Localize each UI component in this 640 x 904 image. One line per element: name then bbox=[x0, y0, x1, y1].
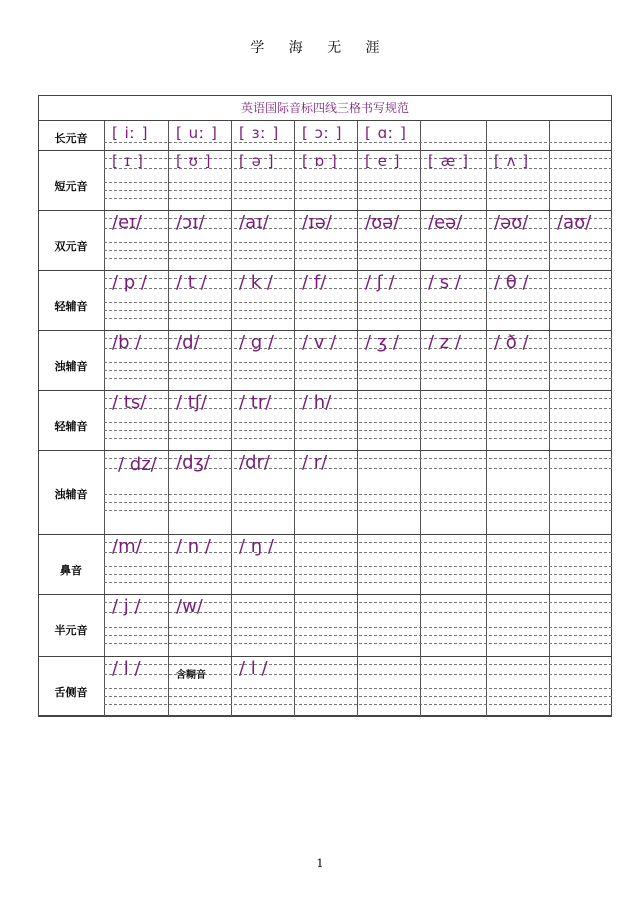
row-divider bbox=[38, 330, 612, 331]
row-divider bbox=[38, 390, 612, 391]
row-label: 双元音 bbox=[54, 240, 88, 253]
row-divider bbox=[38, 450, 612, 451]
guide-line bbox=[104, 422, 612, 423]
phonetic-symbol: / j / bbox=[112, 596, 141, 617]
phonetic-symbol: / h/ bbox=[302, 392, 332, 413]
row-divider bbox=[38, 120, 612, 121]
phonetic-symbol: / n / bbox=[176, 536, 211, 557]
phonetic-symbol: / p / bbox=[112, 272, 147, 293]
table-title: 英语国际音标四线三格书写规范 bbox=[240, 101, 409, 115]
phonetic-symbol: /ɔɪ/ bbox=[176, 212, 205, 233]
guide-line bbox=[104, 627, 612, 628]
phonetic-symbol: 含糊音 bbox=[176, 670, 206, 681]
phonetic-symbol: / s / bbox=[428, 272, 461, 293]
row-divider bbox=[38, 594, 612, 595]
guide-line bbox=[104, 664, 612, 665]
phonetic-symbol: / l / bbox=[239, 658, 268, 679]
phonetic-symbol: / k / bbox=[239, 272, 273, 293]
row-label: 半元音 bbox=[54, 624, 88, 637]
phonetic-symbol: [ ɒ ] bbox=[302, 152, 338, 170]
phonetic-symbol: / l / bbox=[112, 658, 141, 679]
guide-line bbox=[104, 635, 612, 636]
guide-line bbox=[104, 250, 612, 251]
page-header: 学 海 无 涯 bbox=[250, 40, 390, 56]
guide-line bbox=[104, 198, 612, 199]
row-divider bbox=[38, 210, 612, 211]
phonetic-symbol: [ ɑː ] bbox=[365, 124, 407, 142]
page-number: 1 bbox=[316, 857, 324, 870]
row-divider bbox=[38, 270, 612, 271]
phonetic-symbol: /d/ bbox=[176, 332, 200, 353]
phonetic-symbol: / g / bbox=[239, 332, 274, 353]
guide-line bbox=[104, 582, 612, 583]
guide-line bbox=[104, 182, 612, 183]
phonetic-symbol: /aɪ/ bbox=[239, 212, 269, 233]
guide-line bbox=[104, 696, 612, 697]
row-label: 浊辅音 bbox=[54, 488, 88, 501]
guide-line bbox=[104, 378, 612, 379]
guide-line bbox=[104, 438, 612, 439]
phonetic-symbol: /ʊə/ bbox=[365, 212, 400, 233]
phonetic-symbol: / v / bbox=[302, 332, 337, 353]
guide-line bbox=[104, 310, 612, 311]
guide-line bbox=[104, 643, 612, 644]
guide-line bbox=[104, 258, 612, 259]
phonetic-symbol: / ʃ / bbox=[365, 272, 395, 293]
phonetic-symbol: /dʒ/ bbox=[176, 452, 210, 473]
guide-line bbox=[104, 302, 612, 303]
phonetic-symbol: [ ɪ ] bbox=[112, 152, 144, 170]
phonetic-symbol: / t / bbox=[176, 272, 207, 293]
row-divider bbox=[38, 150, 612, 151]
row-label: 浊辅音 bbox=[54, 360, 88, 373]
phonetic-symbol: /m/ bbox=[112, 536, 142, 557]
phonetic-symbol: /b / bbox=[112, 332, 142, 353]
row-divider bbox=[38, 716, 612, 717]
phonetic-symbol: /dr/ bbox=[239, 452, 270, 473]
phonetic-symbol: / tʃ/ bbox=[176, 392, 207, 413]
guide-line bbox=[104, 574, 612, 575]
phonetic-symbol: [ æ ] bbox=[428, 152, 469, 170]
row-label: 舌侧音 bbox=[54, 686, 88, 699]
guide-line bbox=[104, 494, 612, 495]
row-divider bbox=[38, 534, 612, 535]
phonetic-symbol: / ð / bbox=[494, 332, 529, 353]
guide-line bbox=[104, 190, 612, 191]
phonetic-symbol: [ ə ] bbox=[239, 152, 275, 170]
phonetic-symbol: / ŋ / bbox=[239, 536, 274, 557]
row-label: 轻辅音 bbox=[54, 420, 88, 433]
phonetic-symbol: /aʊ/ bbox=[557, 212, 592, 233]
phonetic-symbol: / θ / bbox=[494, 272, 529, 293]
phonetic-symbol: [ ɔː ] bbox=[302, 124, 343, 142]
phonetic-symbol: / r/ bbox=[302, 452, 328, 473]
row-label: 轻辅音 bbox=[54, 300, 88, 313]
guide-line bbox=[104, 242, 612, 243]
phonetic-symbol: /ɪə/ bbox=[302, 212, 332, 233]
phonetic-symbol: / ts/ bbox=[112, 392, 147, 413]
guide-line bbox=[104, 370, 612, 371]
phonetic-symbol: / tr/ bbox=[239, 392, 272, 413]
row-divider bbox=[38, 656, 612, 657]
guide-line bbox=[104, 510, 612, 511]
phonetic-symbol: /əʊ/ bbox=[494, 212, 529, 233]
phonetic-symbol: [ uː ] bbox=[176, 124, 218, 142]
phonetic-symbol: / dz/ bbox=[118, 454, 157, 475]
phonetic-symbol: [ ɜː ] bbox=[239, 124, 280, 142]
row-label: 鼻音 bbox=[60, 564, 82, 577]
phonetic-symbol: / ʒ / bbox=[365, 332, 399, 353]
guide-line bbox=[104, 566, 612, 567]
guide-line bbox=[104, 362, 612, 363]
phonetic-symbol: /eɪ/ bbox=[112, 212, 142, 233]
phonetic-symbol: [ ʌ ] bbox=[494, 152, 530, 170]
phonetic-symbol: [ e ] bbox=[365, 152, 401, 170]
guide-line bbox=[104, 502, 612, 503]
phonetic-symbol: / z / bbox=[428, 332, 462, 353]
guide-line bbox=[104, 430, 612, 431]
phonetic-symbol: /eə/ bbox=[428, 212, 463, 233]
row-label: 长元音 bbox=[54, 132, 88, 145]
guide-line bbox=[104, 142, 612, 143]
phonetic-symbol: /w/ bbox=[176, 596, 203, 617]
row-label: 短元音 bbox=[54, 180, 88, 193]
guide-line bbox=[104, 318, 612, 319]
guide-line bbox=[104, 704, 612, 705]
phonetic-symbol: [ ʊ ] bbox=[176, 152, 212, 170]
guide-line bbox=[104, 688, 612, 689]
phonetic-symbol: [ iː ] bbox=[112, 124, 149, 142]
phonetic-symbol: / f/ bbox=[302, 272, 327, 293]
